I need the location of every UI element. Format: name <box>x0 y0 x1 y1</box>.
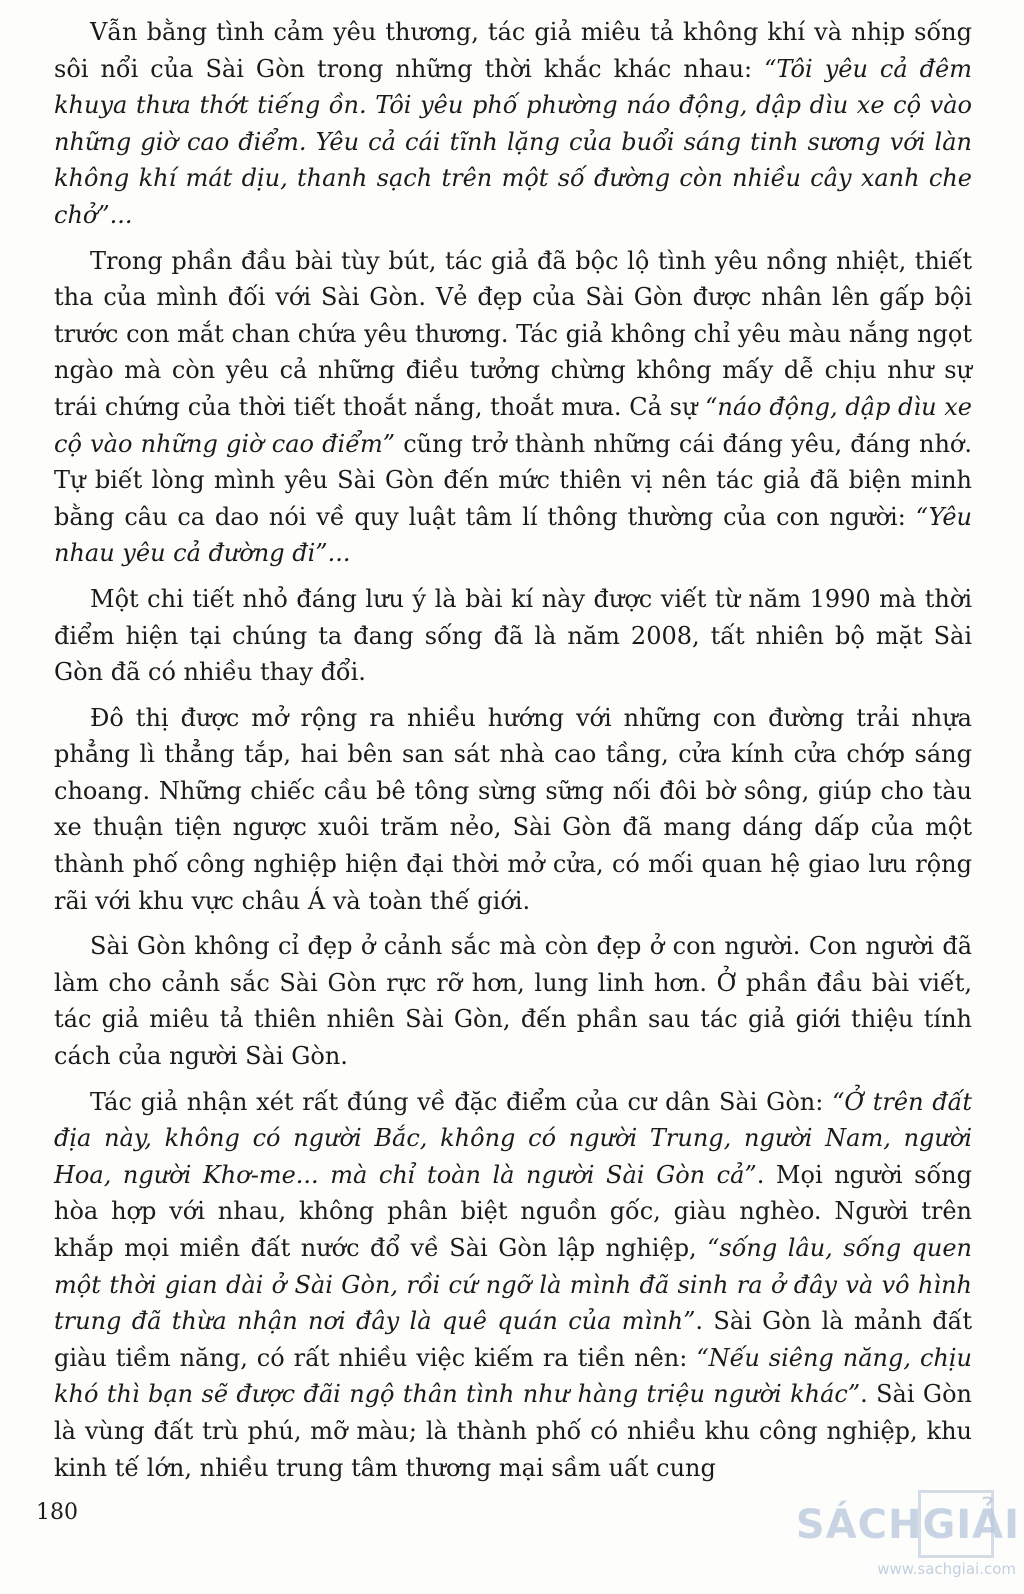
text-run: Trong phần đầu bài tùy bút, tác giả đã bộc lộ tình yêu nồng nhiệt, thiết tha của mình đối với Sài Gòn. Vẻ đẹp của Sài Gòn được nhân lên gấp bội trước con mắt chan chứa yêu thương. Tác giả không chỉ yêu màu nắng ngọt ngào mà còn yêu cả những điều tưởng chừng không mấy dễ chịu như sự trái chứng của thời tiết thoắt nắng, thoắt mưa. Cả sự <box>54 246 972 421</box>
body-text <box>54 14 972 1495</box>
quoted-text: “Nếu siêng năng, chịu khó thì bạn sẽ được đãi ngộ thân tình như hàng triệu người khác” <box>54 1343 973 1409</box>
text-run: . Mọi người sống hòa hợp với nhau, không phân biệt nguồn gốc, giàu nghèo. Người trên khắp mọi miền đất nước đổ về Sài Gòn lập nghiệp, <box>54 1160 973 1262</box>
paragraph <box>54 243 972 572</box>
paragraph <box>54 700 972 920</box>
page-number: 180 <box>36 1500 78 1525</box>
paragraph <box>54 581 972 691</box>
quoted-text: “náo động, dập dìu xe cộ vào những giờ cao điểm” <box>54 392 972 458</box>
text-run: Đô thị được mở rộng ra nhiều hướng với những con đường trải nhựa phẳng lì thẳng tắp, hai bên san sát nhà cao tầng, cửa kính cửa chớp sáng choang. Những chiếc cầu bê tông sừng sững nối đôi bờ sông, giúp cho tàu xe thuận tiện ngược xuôi trăm nẻo, Sài Gòn đã mang dáng dấp của một thành phố công nghiệp hiện đại thời mở cửa, có mối quan hệ giao lưu rộng rãi với khu vực châu Á và toàn thế giới. <box>54 703 972 915</box>
text-run: Vẫn bằng tình cảm yêu thương, tác giả miêu tả không khí và nhịp sống sôi nổi của Sài Gòn trong những thời khắc khác nhau: <box>54 18 972 83</box>
quoted-text: “Ở trên đất địa này, không có người Bắc, không có người Trung, người Nam, người Hoa, người Khơ-me... mà chỉ toàn là người Sài Gòn cả” <box>54 1087 972 1189</box>
quoted-text: “Tôi yêu cả đêm khuya thưa thớt tiếng ồn. Tôi yêu phố phường náo động, dập dìu xe cộ vào những giờ cao điểm. Yêu cả cái tĩnh lặng của buổi sáng tinh sương với làn không khí mát dịu, thanh sạch trên một số đường còn nhiều cây xanh che chở”... <box>54 54 972 229</box>
quoted-text: “sống lâu, sống quen một thời gian dài ở Sài Gòn, rồi cứ ngỡ là mình đã sinh ra ở đây và vô hình trung đã thừa nhận nơi đây là quê quán của mình” <box>54 1234 972 1336</box>
quoted-text: “Yêu nhau yêu cả đường đi”... <box>54 502 972 568</box>
text-run: Tác giả nhận xét rất đúng về đặc điểm của cư dân Sài Gòn: <box>90 1087 833 1116</box>
paragraph <box>54 14 972 234</box>
text-run: Một chi tiết nhỏ đáng lưu ý là bài kí này được viết từ năm 1990 mà thời điểm hiện tại chúng ta đang sống đã là năm 2008, tất nhiên bộ mặt Sài Gòn đã có nhiều thay đổi. <box>54 584 972 687</box>
text-run: cũng trở thành những cái đáng yêu, đáng nhớ. Tự biết lòng mình yêu Sài Gòn đến mức thiên vị nên tác giả đã biện minh bằng câu ca dao nói về quy luật tâm lí thông thường của con người: <box>54 429 972 531</box>
paragraph <box>54 928 972 1074</box>
text-run: . Sài Gòn là mảnh đất giàu tiềm năng, có rất nhiều việc kiếm ra tiền nên: <box>54 1307 972 1372</box>
text-run: Sài Gòn không cỉ đẹp ở cảnh sắc mà còn đẹp ở con người. Con người đã làm cho cảnh sắc Sài Gòn rực rỡ hơn, lung linh hơn. Ở phần đầu bài viết, tác giả miêu tả thiên nhiên Sài Gòn, đến phần sau tác giả giới thiệu tính cách của người Sài Gòn. <box>54 932 972 1071</box>
watermark-url: www.sachgiai.com <box>877 1560 1016 1578</box>
watermark-logo <box>795 1502 1020 1592</box>
watermark-brand-text: SÁCHGIẢI <box>795 1502 1020 1548</box>
text-run: . Sài Gòn là vùng đất trù phú, mỡ màu; là thành phố có nhiều khu công nghiệp, khu kinh tế lớn, nhiều trung tâm thương mại sầm uất cung <box>54 1380 973 1482</box>
paragraph <box>54 1084 972 1487</box>
